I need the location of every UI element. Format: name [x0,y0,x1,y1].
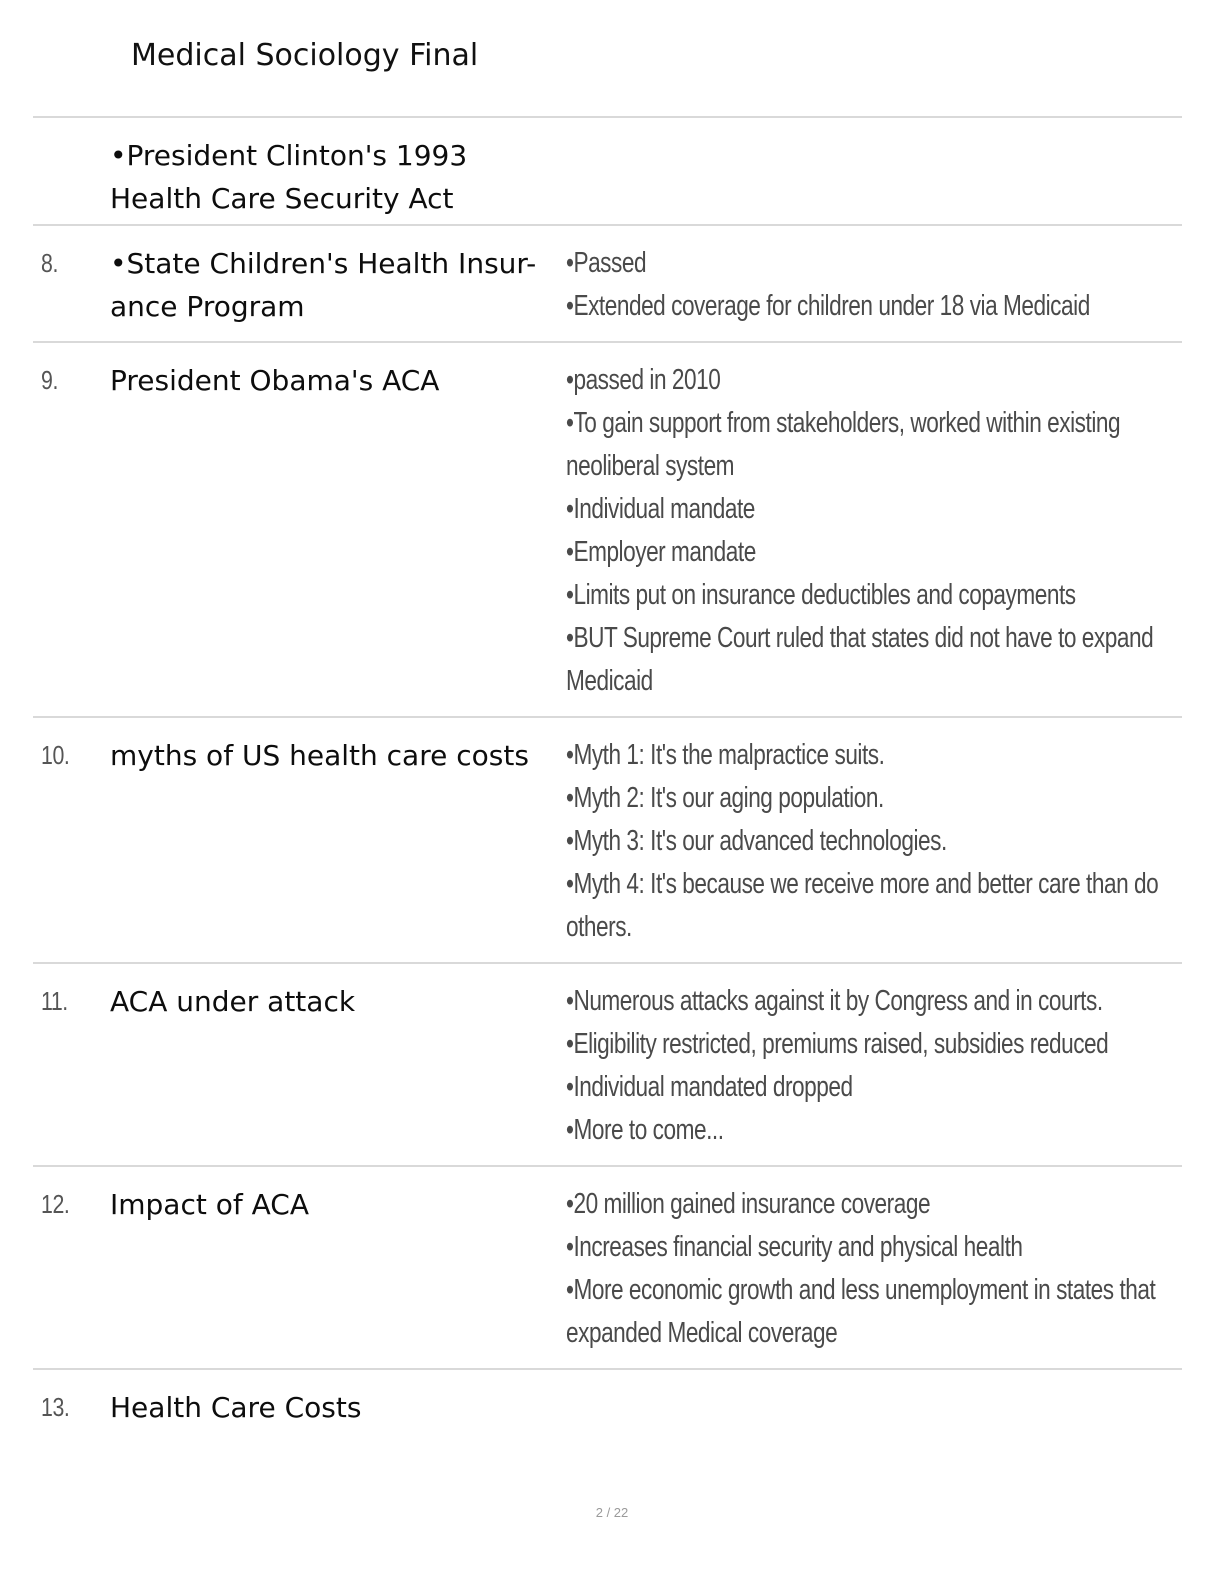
definition-line: •Myth 1: It's the malpractice suits. [566,739,885,771]
card-number: 11. [41,986,68,1016]
page-number: 2 / 22 [595,1505,629,1520]
definition-line: •Employer mandate [566,536,756,568]
card-number: 12. [41,1189,70,1219]
definition-line: •More to come... [566,1114,724,1146]
definition-line: •Individual mandate [566,493,755,525]
definition-line: •To gain support from stakeholders, worked within existing neoliberal system [566,407,1121,482]
card-term: Health Care Costs [110,1391,362,1424]
card-number: 10. [41,740,70,770]
definition-line: •20 million gained insurance coverage [566,1188,931,1220]
card-number: 13. [41,1392,70,1422]
definition-line: •BUT Supreme Court ruled that states did not have to expand Medicaid [566,622,1154,697]
document-title: Medical Sociology Final [131,38,479,73]
card-definition [566,242,1159,328]
definition-line: •Limits put on insurance deductibles and copayments [566,579,1076,611]
card-definition [566,359,1159,703]
definition-line: •Extended coverage for children under 18 via Medicaid [566,290,1090,322]
definition-line: •Myth 2: It's our aging population. [566,782,884,814]
flashcard-row [33,224,1182,341]
flashcard-row [33,116,1182,224]
card-term: myths of US health care costs [110,739,529,772]
card-number: 8. [41,248,58,278]
card-term: •President Clinton's 1993 Health Care Security Act [110,139,468,215]
definition-line: •Individual mandated dropped [566,1071,853,1103]
definition-line: •Numerous attacks against it by Congress and in courts. [566,985,1103,1017]
card-definition [566,1183,1159,1355]
card-definition [566,734,1159,949]
card-term: ACA under attack [110,985,356,1018]
flashcard-row [33,716,1182,962]
definition-line: •Myth 3: It's our advanced technologies. [566,825,947,857]
flashcard-list [33,116,1182,1448]
card-term: President Obama's ACA [110,364,440,397]
definition-line: •passed in 2010 [566,364,721,396]
definition-line: •Increases financial security and physical health [566,1231,1023,1263]
card-term: Impact of ACA [110,1188,309,1221]
definition-line: •More economic growth and less unemployment in states that expanded Medical coverage [566,1274,1156,1349]
flashcard-row [33,1368,1182,1448]
definition-line: •Myth 4: It's because we receive more and better care than do others. [566,868,1159,943]
flashcard-row [33,341,1182,716]
card-term: •State Children's Health Insur-ance Program [110,247,537,323]
card-definition [566,980,1159,1152]
card-number: 9. [41,365,58,395]
definition-line: •Eligibility restricted, premiums raised, subsidies reduced [566,1028,1109,1060]
flashcard-row [33,1165,1182,1368]
flashcard-row [33,962,1182,1165]
definition-line: •Passed [566,247,647,279]
